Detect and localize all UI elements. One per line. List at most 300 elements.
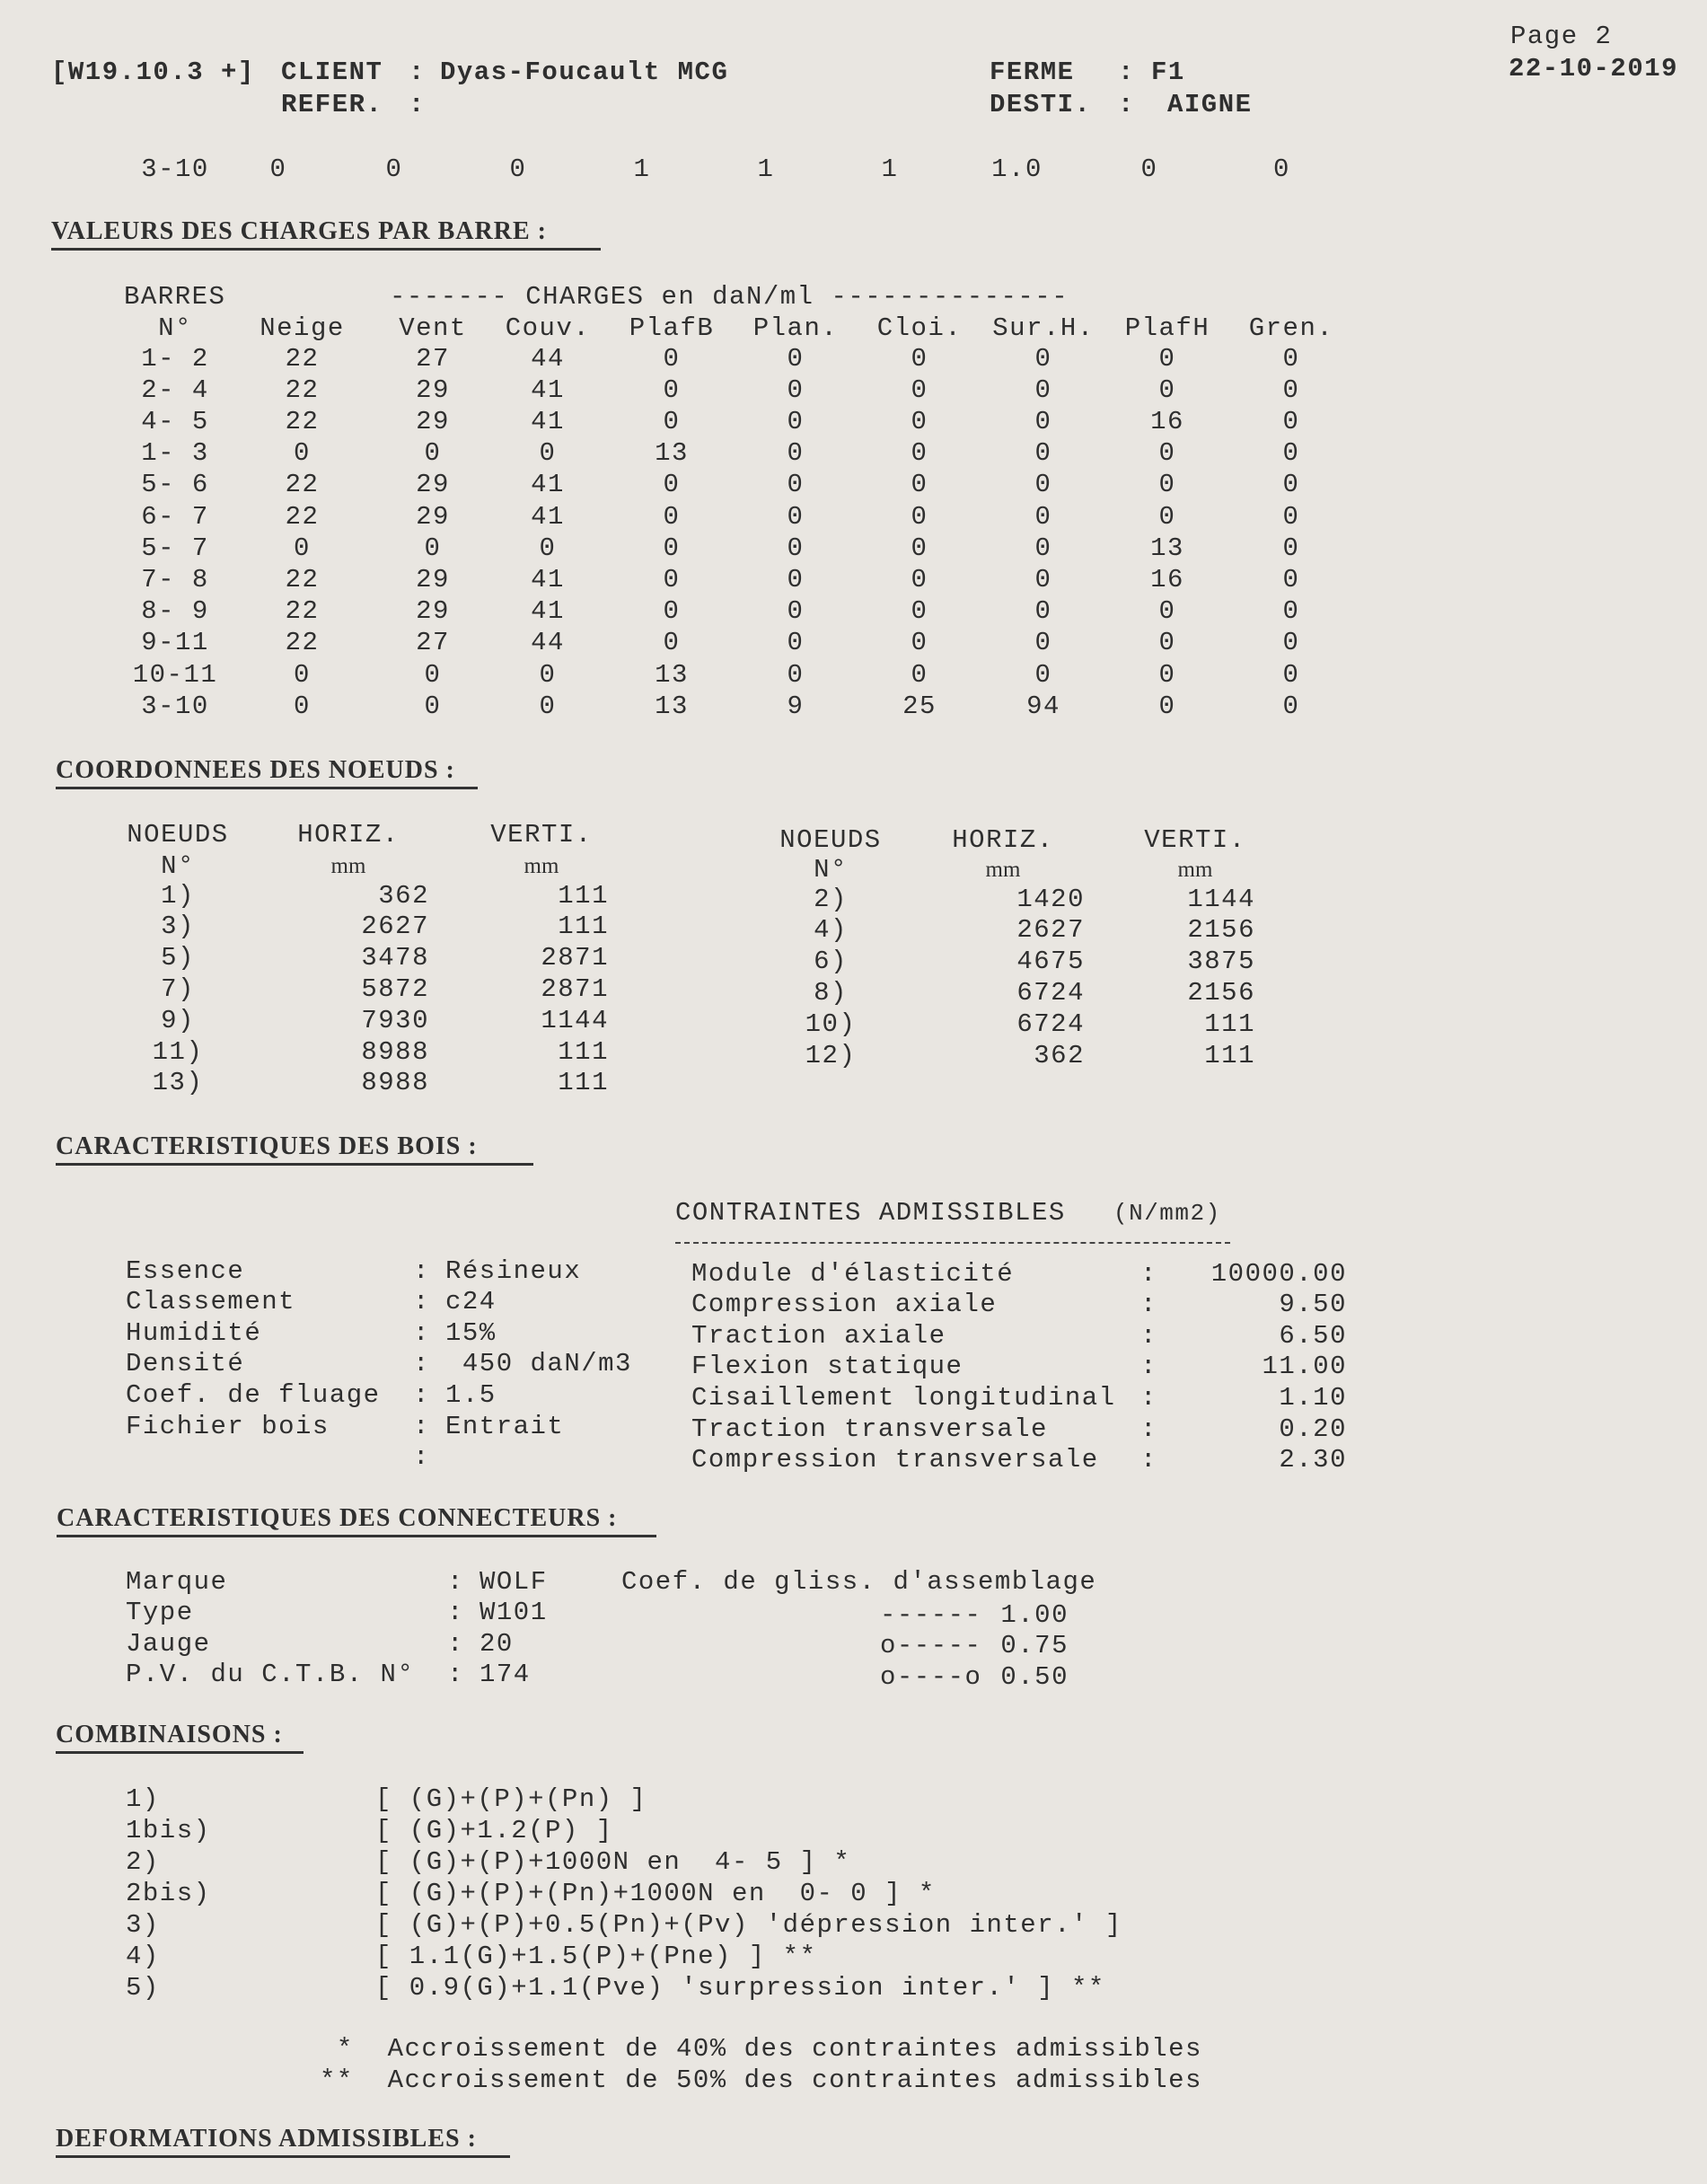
combinaison-formula: [ (G)+(P)+(Pn) ] <box>375 1783 647 1814</box>
cell: 0 <box>509 154 527 184</box>
glisse-symbol: o----- <box>880 1631 982 1661</box>
contrainte-value: 0.20 <box>1279 1413 1347 1444</box>
charge-value: 16 <box>1150 564 1184 594</box>
separator: : <box>447 1566 464 1597</box>
noeud-id: 8) <box>814 977 848 1008</box>
noeud-id: 3) <box>161 911 195 942</box>
charge-value: 0 <box>663 406 681 436</box>
separator: : <box>413 1317 430 1348</box>
property-value: W101 <box>480 1598 548 1628</box>
software-version: [W19.10.3 +] <box>51 57 255 87</box>
charge-value: 0 <box>787 659 805 690</box>
charge-value: 0 <box>1158 501 1176 532</box>
barre-id: 5- 7 <box>141 533 209 563</box>
property-row <box>126 1628 623 1659</box>
column-header: Vent <box>399 313 467 343</box>
combinaison-id: 4) <box>126 1942 160 1971</box>
separator: : <box>413 1349 430 1379</box>
coordinate-value: 2871 <box>541 973 609 1004</box>
ferme-value: F1 <box>1151 57 1185 87</box>
glisse-coef: 1.00 <box>1000 1599 1069 1630</box>
charge-value: 0 <box>787 596 805 627</box>
separator: : <box>1140 1352 1157 1382</box>
cell: 0 <box>385 154 403 184</box>
noeuds-left-header <box>124 819 699 850</box>
section-underline <box>57 1535 656 1537</box>
continuation-row <box>126 153 1437 185</box>
charge-value: 94 <box>1026 691 1060 721</box>
noeud-id: 5) <box>161 943 195 973</box>
desti-separator: : <box>1118 90 1135 119</box>
charge-value: 0 <box>1158 596 1176 627</box>
column-header: Gren. <box>1248 313 1334 343</box>
contrainte-value: 2.30 <box>1279 1445 1347 1475</box>
cell: 3-10 <box>141 154 209 184</box>
column-header: Couv. <box>505 313 591 343</box>
charge-value: 29 <box>416 564 450 594</box>
cell: 1.0 <box>991 154 1043 184</box>
print-date: 22-10-2019 <box>1509 54 1679 84</box>
barre-id: 6- 7 <box>141 501 209 532</box>
table-row <box>126 628 1437 658</box>
desti-label: DESTI. <box>990 90 1092 119</box>
barre-id: 2- 4 <box>141 374 209 405</box>
charge-value: 16 <box>1150 406 1184 436</box>
combinaison-row <box>126 1942 1273 1972</box>
charge-value: 0 <box>1282 343 1300 374</box>
unit-label: mm <box>985 857 1021 882</box>
charge-value: 0 <box>294 691 311 721</box>
charge-value: 0 <box>911 470 928 500</box>
barre-id: 1- 2 <box>141 343 209 374</box>
charge-value: 0 <box>1034 501 1052 532</box>
charge-value: 0 <box>424 659 442 690</box>
contrainte-label: Traction transversale <box>691 1413 1048 1444</box>
charge-value: 29 <box>416 596 450 627</box>
table-row <box>126 470 1437 500</box>
coordinate-value: 111 <box>1204 1040 1255 1070</box>
property-label: Humidité <box>126 1317 262 1348</box>
property-label: Marque <box>126 1566 228 1597</box>
table-row <box>774 1040 1349 1070</box>
table-row <box>124 880 699 911</box>
barre-id: 5- 6 <box>141 470 209 500</box>
table-row <box>126 691 1437 721</box>
charge-value: 0 <box>787 438 805 469</box>
table-row <box>126 438 1437 469</box>
contrainte-label: Traction axiale <box>691 1320 946 1351</box>
barre-id: 9-11 <box>141 628 209 658</box>
separator: : <box>1140 1290 1157 1320</box>
charge-value: 0 <box>539 691 557 721</box>
charge-value: 0 <box>1282 470 1300 500</box>
contrainte-label: Compression transversale <box>691 1445 1099 1475</box>
column-header: PlafH <box>1124 313 1210 343</box>
property-row <box>691 1445 1347 1475</box>
charge-value: 22 <box>285 374 320 405</box>
noeud-id: 6) <box>814 947 848 977</box>
charge-value: 0 <box>663 533 681 563</box>
charge-value: 25 <box>902 691 937 721</box>
charge-value: 0 <box>1034 470 1052 500</box>
contrainte-label: Module d'élasticité <box>691 1258 1015 1289</box>
combinaison-id: 1bis) <box>126 1815 211 1845</box>
section-title-noeuds: COORDONNEES DES NOEUDS : <box>56 756 455 784</box>
glisse-symbol: ------ <box>880 1599 982 1630</box>
charge-value: 29 <box>416 501 450 532</box>
combinaison-formula: [ (G)+(P)+0.5(Pn)+(Pv) 'dépression inter.' ] <box>375 1909 1122 1940</box>
property-value: 174 <box>480 1660 531 1690</box>
section-title-connecteurs: CARACTERISTIQUES DES CONNECTEURS : <box>57 1504 618 1532</box>
table-row <box>774 884 1349 914</box>
charge-value: 0 <box>1282 374 1300 405</box>
coordinate-value: 8988 <box>361 1068 429 1098</box>
combinaison-id: 3) <box>126 1909 160 1940</box>
coordinate-value: 2627 <box>361 911 429 942</box>
charge-value: 0 <box>787 406 805 436</box>
coordinate-value: 3478 <box>361 943 429 973</box>
coordinate-value: 5872 <box>361 973 429 1004</box>
contrainte-value: 9.50 <box>1279 1290 1347 1320</box>
glisse-coef: 0.75 <box>1000 1631 1069 1661</box>
charge-value: 22 <box>285 564 320 594</box>
cell: 0 <box>269 154 287 184</box>
cell: 1 <box>633 154 651 184</box>
charge-value: 0 <box>1034 374 1052 405</box>
ferme-label: FERME <box>990 57 1075 87</box>
contrainte-label: Cisaillement longitudinal <box>691 1382 1116 1413</box>
table-row <box>126 564 1437 594</box>
unit-label: mm <box>524 853 559 878</box>
column-header: VERTI. <box>490 819 593 850</box>
coordinate-value: 1144 <box>541 1005 609 1035</box>
unit-label: mm <box>330 853 366 878</box>
separator: : <box>413 1255 430 1286</box>
charge-value: 41 <box>531 406 565 436</box>
separator: : <box>413 1287 430 1317</box>
charge-value: 0 <box>1282 659 1300 690</box>
property-label: Essence <box>126 1255 245 1286</box>
charge-value: 0 <box>787 374 805 405</box>
column-header: VERTI. <box>1144 824 1246 855</box>
charge-value: 41 <box>531 501 565 532</box>
charge-value: 0 <box>1282 438 1300 469</box>
separator: : <box>1140 1445 1157 1475</box>
charge-value: 0 <box>1034 343 1052 374</box>
contrainte-value: 6.50 <box>1279 1320 1347 1351</box>
contrainte-label: Flexion statique <box>691 1352 963 1382</box>
barre-id: 10-11 <box>132 659 218 690</box>
coordinate-value: 2156 <box>1187 915 1255 946</box>
section-title-bois: CARACTERISTIQUES DES BOIS : <box>56 1132 478 1160</box>
section-underline <box>56 1751 304 1754</box>
charge-value: 0 <box>1034 596 1052 627</box>
table-row <box>126 501 1437 532</box>
charge-value: 41 <box>531 374 565 405</box>
charge-value: 0 <box>1158 374 1176 405</box>
table-row <box>126 406 1437 436</box>
charge-value: 0 <box>911 628 928 658</box>
charge-value: 0 <box>1282 564 1300 594</box>
table-row <box>124 1005 699 1035</box>
charge-value: 44 <box>531 343 565 374</box>
charge-value: 41 <box>531 470 565 500</box>
combinaison-row <box>126 1973 1273 2003</box>
charge-value: 0 <box>294 438 311 469</box>
charge-value: 22 <box>285 406 320 436</box>
contrainte-value: 10000.00 <box>1210 1258 1347 1289</box>
property-label: Classement <box>126 1287 296 1317</box>
separator: : <box>1140 1382 1157 1413</box>
contrainte-value: 11.00 <box>1262 1352 1347 1382</box>
property-label: Jauge <box>126 1628 211 1659</box>
property-row <box>126 1411 679 1441</box>
property-row <box>691 1352 1347 1382</box>
charge-value: 0 <box>539 438 557 469</box>
separator: : <box>1140 1320 1157 1351</box>
charge-value: 27 <box>416 343 450 374</box>
charge-value: 0 <box>911 406 928 436</box>
table-row <box>126 533 1437 563</box>
cell: 1 <box>757 154 775 184</box>
property-row <box>126 1660 623 1690</box>
property-value: 1.5 <box>445 1379 497 1410</box>
barre-id: 1- 3 <box>141 438 209 469</box>
charge-value: 0 <box>663 628 681 658</box>
charge-value: 22 <box>285 470 320 500</box>
column-header: HORIZ. <box>952 824 1054 855</box>
charge-value: 0 <box>1034 564 1052 594</box>
charge-value: 0 <box>911 374 928 405</box>
noeud-id: 4) <box>814 915 848 946</box>
charge-value: 13 <box>655 438 689 469</box>
barre-id: 7- 8 <box>141 564 209 594</box>
property-row <box>691 1290 1347 1320</box>
coordinate-value: 3875 <box>1187 947 1255 977</box>
property-row <box>126 1317 679 1348</box>
coordinate-value: 2871 <box>541 943 609 973</box>
table-row <box>774 915 1349 946</box>
note-50: ** Accroissement de 50% des contraintes admissibles <box>320 2065 1202 2095</box>
combinaison-formula: [ 1.1(G)+1.5(P)+(Pne) ] ** <box>375 1942 817 1971</box>
table-row <box>124 911 699 942</box>
noeud-id: 13) <box>152 1068 204 1098</box>
charge-value: 0 <box>424 533 442 563</box>
unit-label: N° <box>161 850 195 881</box>
table-row <box>124 1068 699 1098</box>
unit-label: mm <box>1177 857 1213 882</box>
client-name: Dyas-Foucault MCG <box>440 57 729 87</box>
coordinate-value: 111 <box>558 1036 609 1067</box>
property-row <box>126 1379 679 1410</box>
charge-value: 0 <box>787 564 805 594</box>
combinaison-formula: [ (G)+(P)+(Pn)+1000N en 0- 0 ] * <box>375 1878 936 1908</box>
charge-value: 0 <box>1034 628 1052 658</box>
coordinate-value: 111 <box>558 911 609 942</box>
charge-value: 0 <box>787 501 805 532</box>
property-value: WOLF <box>480 1566 548 1597</box>
combinaison-formula: [ (G)+(P)+1000N en 4- 5 ] * <box>375 1846 851 1877</box>
separator: : <box>413 1442 430 1473</box>
desti-value: AIGNE <box>1167 90 1253 119</box>
contrainte-value: 1.10 <box>1279 1382 1347 1413</box>
glisse-row <box>880 1599 1069 1630</box>
charge-value: 0 <box>1282 501 1300 532</box>
coordinate-value: 111 <box>558 1068 609 1098</box>
combinaison-id: 2bis) <box>126 1878 211 1908</box>
property-row <box>126 1566 623 1597</box>
glisse-row <box>880 1661 1069 1692</box>
charge-value: 41 <box>531 596 565 627</box>
column-header: Cloi. <box>876 313 963 343</box>
separator: : <box>447 1660 464 1690</box>
section-underline <box>51 248 601 251</box>
charge-value: 0 <box>1158 659 1176 690</box>
barre-id: 8- 9 <box>141 596 209 627</box>
column-header: N° <box>158 313 192 343</box>
charge-value: 0 <box>663 501 681 532</box>
cell: 1 <box>881 154 899 184</box>
coordinate-value: 4675 <box>1016 947 1085 977</box>
page-number: Page 2 <box>1510 22 1613 51</box>
column-header: Neige <box>260 313 345 343</box>
section-title-deformations: DEFORMATIONS ADMISSIBLES : <box>56 2125 477 2153</box>
section-underline <box>56 1163 533 1166</box>
coordinate-value: 2156 <box>1187 977 1255 1008</box>
table-row <box>126 659 1437 690</box>
coordinate-value: 111 <box>558 880 609 911</box>
noeud-id: 12) <box>805 1040 857 1070</box>
combinaison-formula: [ 0.9(G)+1.1(Pve) 'surpression inter.' ] ** <box>375 1973 1105 2003</box>
charge-value: 0 <box>294 659 311 690</box>
property-value: Entrait <box>445 1411 565 1441</box>
property-value: c24 <box>445 1287 497 1317</box>
charge-value: 0 <box>1034 533 1052 563</box>
charge-value: 0 <box>1158 628 1176 658</box>
charge-value: 0 <box>911 596 928 627</box>
combinaison-formula: [ (G)+1.2(P) ] <box>375 1815 613 1845</box>
section-underline <box>56 787 478 789</box>
charge-value: 0 <box>911 343 928 374</box>
charge-value: 0 <box>1034 406 1052 436</box>
charge-value: 9 <box>787 691 805 721</box>
property-row <box>126 1255 679 1286</box>
column-header: PlafB <box>629 313 715 343</box>
charge-value: 0 <box>911 564 928 594</box>
combinaison-row <box>126 1815 1273 1845</box>
charge-value: 0 <box>424 438 442 469</box>
separator: : <box>1140 1413 1157 1444</box>
charge-value: 0 <box>787 470 805 500</box>
dashed-rule <box>675 1242 1230 1244</box>
cell: 0 <box>1273 154 1290 184</box>
ferme-separator: : <box>1118 57 1135 87</box>
property-row <box>126 1598 623 1628</box>
unit-label: N° <box>814 854 848 885</box>
charge-value: 22 <box>285 343 320 374</box>
property-value: 20 <box>480 1628 514 1659</box>
coordinate-value: 111 <box>1204 1008 1255 1039</box>
table-row <box>774 977 1349 1008</box>
property-row <box>126 1349 679 1379</box>
charge-value: 13 <box>1150 533 1184 563</box>
refer-label: REFER. <box>281 90 383 119</box>
noeud-id: 2) <box>814 884 848 914</box>
charge-value: 0 <box>424 691 442 721</box>
noeud-id: 1) <box>161 880 195 911</box>
charge-value: 0 <box>787 628 805 658</box>
column-header: NOEUDS <box>127 819 229 850</box>
glisse-coef: 0.50 <box>1000 1661 1069 1692</box>
property-value: 15% <box>445 1317 497 1348</box>
charge-value: 0 <box>294 533 311 563</box>
glisse-symbol: o----o <box>880 1661 982 1692</box>
coordinate-value: 362 <box>378 880 429 911</box>
section-title-combinaisons: COMBINAISONS : <box>56 1721 283 1748</box>
contraintes-unit: (N/mm2) <box>1113 1200 1221 1227</box>
table-row <box>126 343 1437 374</box>
property-row <box>126 1442 679 1473</box>
coordinate-value: 362 <box>1034 1040 1085 1070</box>
charges-header-row <box>126 313 1437 343</box>
charge-value: 0 <box>663 596 681 627</box>
charge-value: 0 <box>1282 628 1300 658</box>
charge-value: 0 <box>911 533 928 563</box>
charge-value: 22 <box>285 596 320 627</box>
charge-value: 0 <box>911 659 928 690</box>
coordinate-value: 8988 <box>361 1036 429 1067</box>
combinaison-row <box>126 1909 1273 1940</box>
coordinate-value: 1420 <box>1016 884 1085 914</box>
charge-value: 0 <box>1158 691 1176 721</box>
property-row <box>691 1413 1347 1444</box>
table-row <box>126 374 1437 405</box>
table-row <box>126 596 1437 627</box>
charge-value: 0 <box>539 659 557 690</box>
separator: : <box>1140 1258 1157 1289</box>
separator: : <box>413 1411 430 1441</box>
table-row <box>774 947 1349 977</box>
table-row <box>124 973 699 1004</box>
noeud-id: 9) <box>161 1005 195 1035</box>
charge-value: 0 <box>1034 438 1052 469</box>
charge-value: 0 <box>1282 406 1300 436</box>
coordinate-value: 2627 <box>1016 915 1085 946</box>
noeud-id: 10) <box>805 1008 857 1039</box>
charge-value: 0 <box>1282 533 1300 563</box>
charge-value: 0 <box>1158 470 1176 500</box>
property-value: Résineux <box>445 1255 582 1286</box>
barre-id: 3-10 <box>141 691 209 721</box>
barres-label: BARRES <box>124 282 226 312</box>
charge-value: 0 <box>911 501 928 532</box>
refer-separator: : <box>409 90 426 119</box>
charge-value: 22 <box>285 628 320 658</box>
charge-value: 0 <box>787 533 805 563</box>
charge-value: 44 <box>531 628 565 658</box>
coordinate-value: 6724 <box>1016 977 1085 1008</box>
property-label: Fichier bois <box>126 1411 330 1441</box>
charge-value: 41 <box>531 564 565 594</box>
charge-value: 22 <box>285 501 320 532</box>
note-40: * Accroissement de 40% des contraintes admissibles <box>320 2034 1202 2064</box>
property-label: P.V. du C.T.B. N° <box>126 1660 415 1690</box>
column-header: NOEUDS <box>779 824 882 855</box>
contrainte-label: Compression axiale <box>691 1290 998 1320</box>
barre-id: 4- 5 <box>141 406 209 436</box>
property-value: 450 daN/m3 <box>445 1349 632 1379</box>
charge-value: 13 <box>655 691 689 721</box>
